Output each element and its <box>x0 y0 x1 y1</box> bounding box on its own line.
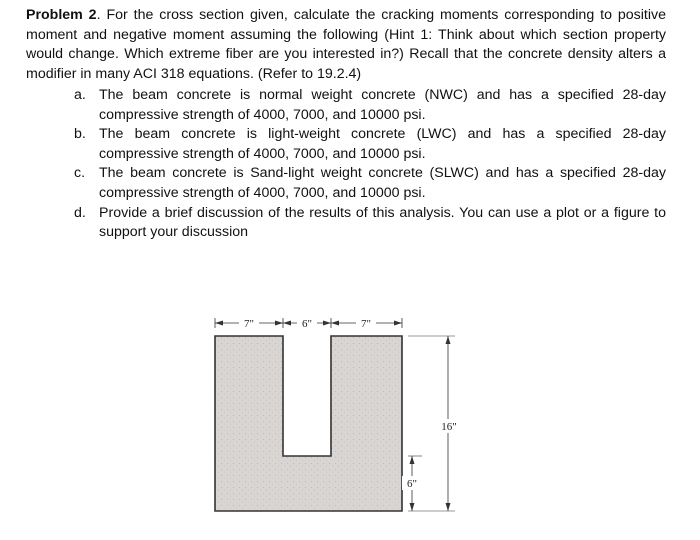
subpart-letter: d. <box>74 204 86 221</box>
arrowhead-icon <box>331 321 339 326</box>
arrowhead-icon <box>283 321 291 326</box>
arrowhead-icon <box>215 321 223 326</box>
subpart-text: Provide a brief discussion of the results of this analysis. You can use a plot or a figure to support your discussion <box>99 204 666 241</box>
cross-section-figure <box>190 306 490 531</box>
arrowhead-icon <box>446 336 451 344</box>
problem-label: Problem 2 <box>26 7 97 23</box>
dim-bottom-thickness-label: 6" <box>407 478 417 490</box>
dim-total-height-label: 16" <box>441 421 457 433</box>
subpart-letter: a. <box>74 87 86 103</box>
arrowhead-icon <box>323 321 331 326</box>
problem-text: . For the cross section given, calculate the cracking moments corresponding to positive moment and negative moment assuming the following (Hint 1: Think about which section property would change. Which extreme fiber are you interested in?) Recall that the concrete density alters a modifier in many ACI 318 equations. (Refer to 19.2.4) <box>26 7 666 82</box>
subpart-text: The beam concrete is Sand-light weight concrete (SLWC) and has a specified 28-day compressive strength of 4000, 7000, and 10000 psi. <box>99 165 666 201</box>
subpart-a <box>74 86 666 125</box>
dim-left-flange-label: 7" <box>244 318 254 330</box>
arrowhead-icon <box>446 503 451 511</box>
arrowhead-icon <box>410 503 415 511</box>
problem-statement <box>26 6 666 84</box>
subpart-text: The beam concrete is light-weight concrete (LWC) and has a specified 28-day compressive strength of 4000, 7000, and 10000 psi. <box>99 126 666 162</box>
subpart-d <box>74 204 666 243</box>
subpart-text: The beam concrete is normal weight concrete (NWC) and has a specified 28-day compressive strength of 4000, 7000, and 10000 psi. <box>99 87 666 123</box>
arrowhead-icon <box>410 456 415 464</box>
u-section-shape <box>215 336 402 511</box>
bottom-thickness-dimension <box>402 456 422 511</box>
subpart-c <box>74 164 666 203</box>
subpart-b <box>74 125 666 164</box>
subpart-letter: c. <box>74 165 86 182</box>
top-dimension <box>215 316 402 330</box>
arrowhead-icon <box>394 321 402 326</box>
dim-right-flange-label: 7" <box>361 318 371 330</box>
subpart-letter: b. <box>74 126 86 143</box>
dim-web-gap-label: 6" <box>302 318 312 330</box>
subparts-list <box>74 86 666 243</box>
arrowhead-icon <box>275 321 283 326</box>
